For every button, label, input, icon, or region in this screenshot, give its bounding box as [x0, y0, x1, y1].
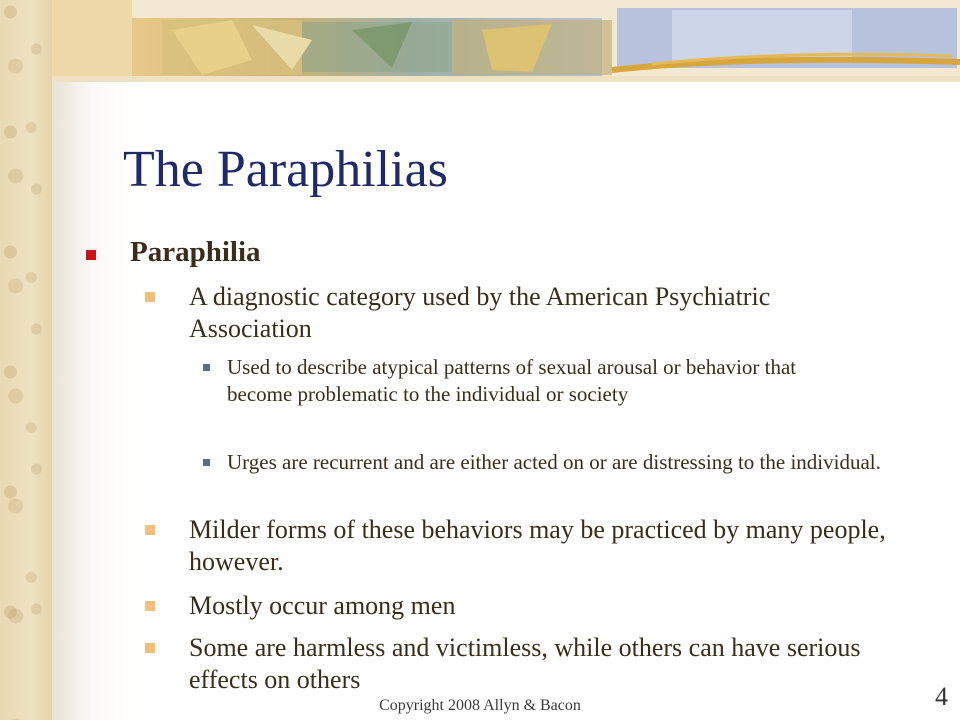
bullet-marker — [145, 525, 155, 535]
bullet-harmless-victimless — [145, 632, 885, 696]
page-number: 4 — [935, 682, 948, 711]
bullet-marker — [203, 364, 210, 371]
bullet-marker — [86, 250, 96, 260]
bullet-level1-paraphilia — [86, 236, 886, 269]
copyright-footer: Copyright 2008 Allyn & Bacon — [379, 697, 581, 714]
bullet-text: Milder forms of these behaviors may be practiced by many people, however. — [189, 515, 886, 576]
bullet-marker — [145, 601, 155, 611]
bullet-mostly-men — [145, 590, 865, 622]
bullet-text: Used to describe atypical patterns of sexual arousal or behavior that become problematic to the individual or society — [227, 355, 797, 406]
bullet-diagnostic-category — [145, 281, 865, 345]
bullet-urges-recurrent — [203, 449, 893, 476]
bullet-text: A diagnostic category used by the American Psychiatric Association — [189, 282, 771, 343]
bullet-text: Urges are recurrent and are either acted on or are distressing to the individual. — [227, 450, 881, 474]
slide-title: The Paraphilias — [123, 141, 448, 198]
bullet-marker — [203, 459, 210, 466]
bullet-milder-forms — [145, 514, 885, 578]
bullet-marker — [145, 643, 155, 653]
bullet-text: Some are harmless and victimless, while others can have serious effects on others — [189, 633, 861, 694]
bullet-text: Paraphilia — [130, 236, 261, 268]
bullet-atypical-patterns — [203, 354, 883, 408]
bullet-text: Mostly occur among men — [189, 591, 456, 620]
bullet-marker — [145, 292, 155, 302]
